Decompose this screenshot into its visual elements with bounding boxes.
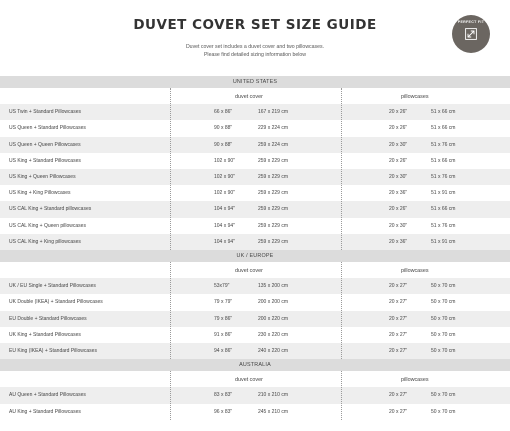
column-divider — [341, 88, 342, 250]
pillow-size-inches: 20 x 27" — [389, 348, 408, 354]
duvet-size-cm: 259 x 224 cm — [258, 141, 289, 148]
table-row — [0, 294, 510, 310]
duvet-size-cm: 259 x 229 cm — [258, 238, 289, 245]
column-header-row — [0, 371, 510, 387]
pillow-size-inches: 20 x 30" — [389, 222, 408, 229]
duvet-size-cm: 230 x 220 cm — [258, 331, 289, 338]
pillow-size-inches: 20 x 26" — [389, 157, 408, 164]
row-label: US King + King Pillowcases — [9, 190, 71, 197]
duvet-size-cm: 135 x 200 cm — [258, 283, 289, 290]
section-header — [0, 250, 510, 262]
duvet-size-cm: 210 x 210 cm — [258, 392, 289, 399]
duvet-size-cm: 200 x 200 cm — [258, 299, 289, 306]
duvet-size-inches: 102 x 90" — [214, 190, 235, 197]
pillow-size-cm: 51 x 66 cm — [431, 109, 456, 116]
pillow-size-inches: 20 x 27" — [389, 331, 408, 338]
duvet-size-inches: 102 x 90" — [214, 174, 235, 180]
table-row — [0, 234, 510, 250]
row-label: AU Queen + Standard Pillowcases — [9, 392, 86, 399]
table-row — [0, 201, 510, 217]
pillow-size-cm: 51 x 76 cm — [431, 174, 456, 180]
duvet-column-header: duvet cover — [235, 377, 263, 384]
row-label: AU King + Standard Pillowcases — [9, 408, 81, 415]
row-label: US Queen + Standard Pillowcases — [9, 125, 86, 132]
row-label: UK / EU Single + Standard Pillowcases — [9, 283, 96, 290]
row-label: US CAL King + King pillowcases — [9, 238, 81, 245]
pillow-size-cm: 50 x 70 cm — [431, 315, 456, 322]
duvet-size-cm: 229 x 224 cm — [258, 125, 289, 132]
table-row — [0, 120, 510, 136]
duvet-size-cm: 240 x 220 cm — [258, 348, 289, 354]
column-header-row — [0, 88, 510, 104]
table-row — [0, 311, 510, 327]
row-label: US Queen + Queen Pillowcases — [9, 141, 81, 148]
duvet-size-inches: 90 x 88" — [214, 141, 233, 148]
pillow-size-cm: 50 x 70 cm — [431, 299, 456, 306]
table-row — [0, 327, 510, 343]
row-label: UK King + Standard Pillowcases — [9, 331, 81, 338]
column-divider — [170, 262, 171, 359]
column-divider — [170, 88, 171, 250]
table-row — [0, 278, 510, 294]
page-title: DUVET COVER SET SIZE GUIDE — [133, 17, 377, 33]
duvet-size-cm: 259 x 229 cm — [258, 157, 289, 164]
pillow-size-cm: 51 x 66 cm — [431, 157, 456, 164]
row-label: US Twin + Standard Pillowcases — [9, 109, 82, 116]
duvet-size-inches: 102 x 90" — [214, 157, 235, 164]
pillow-size-cm: 51 x 66 cm — [431, 125, 456, 132]
row-label: EU King (IKEA) + Standard Pillowcases — [9, 348, 97, 354]
perfect-fit-badge — [452, 15, 490, 53]
column-divider — [341, 371, 342, 420]
duvet-column-header: duvet cover — [235, 94, 263, 100]
pillow-size-inches: 20 x 26" — [389, 125, 408, 132]
row-label: EU Double + Standard Pillowcases — [9, 315, 87, 322]
pillow-size-cm: 51 x 76 cm — [431, 222, 456, 229]
duvet-size-inches: 104 x 94" — [214, 206, 235, 213]
duvet-size-cm: 259 x 229 cm — [258, 206, 289, 213]
duvet-size-inches: 53x79" — [214, 283, 230, 290]
column-divider — [341, 262, 342, 359]
pillow-size-inches: 20 x 27" — [389, 283, 408, 290]
pillow-size-inches: 20 x 30" — [389, 174, 408, 180]
section-header — [0, 76, 510, 88]
pillow-size-inches: 20 x 27" — [389, 299, 408, 306]
table-row — [0, 185, 510, 201]
table-row — [0, 218, 510, 234]
duvet-size-cm: 167 x 219 cm — [258, 109, 289, 116]
pillow-size-cm: 50 x 70 cm — [431, 392, 456, 399]
pillow-size-cm: 50 x 70 cm — [431, 331, 456, 338]
subtitle-line-2: Please find detailed sizing information below — [203, 52, 307, 58]
section-header — [0, 359, 510, 371]
table-row — [0, 153, 510, 169]
pillow-column-header: pillowcases — [401, 268, 429, 274]
table-row — [0, 104, 510, 120]
column-divider — [170, 371, 171, 420]
pillow-column-header: pillowcases — [401, 94, 429, 100]
duvet-size-inches: 96 x 83" — [214, 408, 233, 415]
row-label: US CAL King + Queen pillowcases — [9, 222, 86, 229]
badge-label: PERFECT FIT — [457, 20, 485, 24]
pillow-size-inches: 20 x 27" — [389, 315, 408, 322]
pillow-size-inches: 20 x 36" — [389, 238, 408, 245]
table-row — [0, 169, 510, 185]
duvet-size-inches: 66 x 86" — [214, 109, 233, 116]
row-label: UK Double (IKEA) + Standard Pillowcases — [9, 299, 103, 306]
pillow-size-cm: 50 x 70 cm — [431, 408, 456, 415]
table-row — [0, 404, 510, 420]
duvet-size-cm: 259 x 229 cm — [258, 222, 289, 229]
page-subtitle — [0, 43, 510, 59]
pillow-size-inches: 20 x 27" — [389, 408, 408, 415]
duvet-size-cm: 259 x 229 cm — [258, 190, 289, 197]
duvet-size-cm: 259 x 229 cm — [258, 174, 289, 180]
pillow-size-inches: 20 x 36" — [389, 190, 408, 197]
duvet-size-inches: 91 x 86" — [214, 331, 233, 338]
pillow-size-cm: 51 x 91 cm — [431, 238, 456, 245]
pillow-size-inches: 20 x 30" — [389, 141, 408, 148]
table-row — [0, 387, 510, 403]
column-header-row — [0, 262, 510, 278]
duvet-size-inches: 90 x 88" — [214, 125, 233, 132]
section-title: AUSTRALIA — [239, 362, 271, 369]
row-label: US King + Standard Pillowcases — [9, 157, 81, 164]
row-label: US King + Queen Pillowcases — [9, 174, 76, 180]
expand-arrow-icon — [465, 28, 477, 40]
pillow-size-cm: 50 x 70 cm — [431, 348, 456, 354]
pillow-size-cm: 51 x 76 cm — [431, 141, 456, 148]
row-label: US CAL King + Standard pillowcases — [9, 206, 92, 213]
subtitle-line-1: Duvet cover set includes a duvet cover and two pillowcases. — [185, 44, 325, 50]
table-row — [0, 343, 510, 359]
pillow-column-header: pillowcases — [401, 377, 429, 384]
pillow-size-cm: 51 x 66 cm — [431, 206, 456, 213]
duvet-size-cm: 245 x 210 cm — [258, 408, 289, 415]
pillow-size-inches: 20 x 26" — [389, 109, 408, 116]
duvet-size-inches: 104 x 94" — [214, 238, 235, 245]
pillow-size-inches: 20 x 26" — [389, 206, 408, 213]
pillow-size-inches: 20 x 27" — [389, 392, 408, 399]
table-row — [0, 137, 510, 153]
duvet-size-inches: 104 x 94" — [214, 222, 235, 229]
duvet-size-cm: 200 x 220 cm — [258, 315, 289, 322]
duvet-size-inches: 94 x 86" — [214, 348, 233, 354]
pillow-size-cm: 51 x 91 cm — [431, 190, 456, 197]
duvet-column-header: duvet cover — [235, 268, 263, 274]
duvet-size-inches: 83 x 83" — [214, 392, 233, 399]
pillow-size-cm: 50 x 70 cm — [431, 283, 456, 290]
duvet-size-inches: 79 x 86" — [214, 315, 233, 322]
section-title: UNITED STATES — [232, 79, 278, 85]
section-title: UK / EUROPE — [236, 253, 274, 259]
duvet-size-inches: 79 x 79" — [214, 299, 233, 306]
